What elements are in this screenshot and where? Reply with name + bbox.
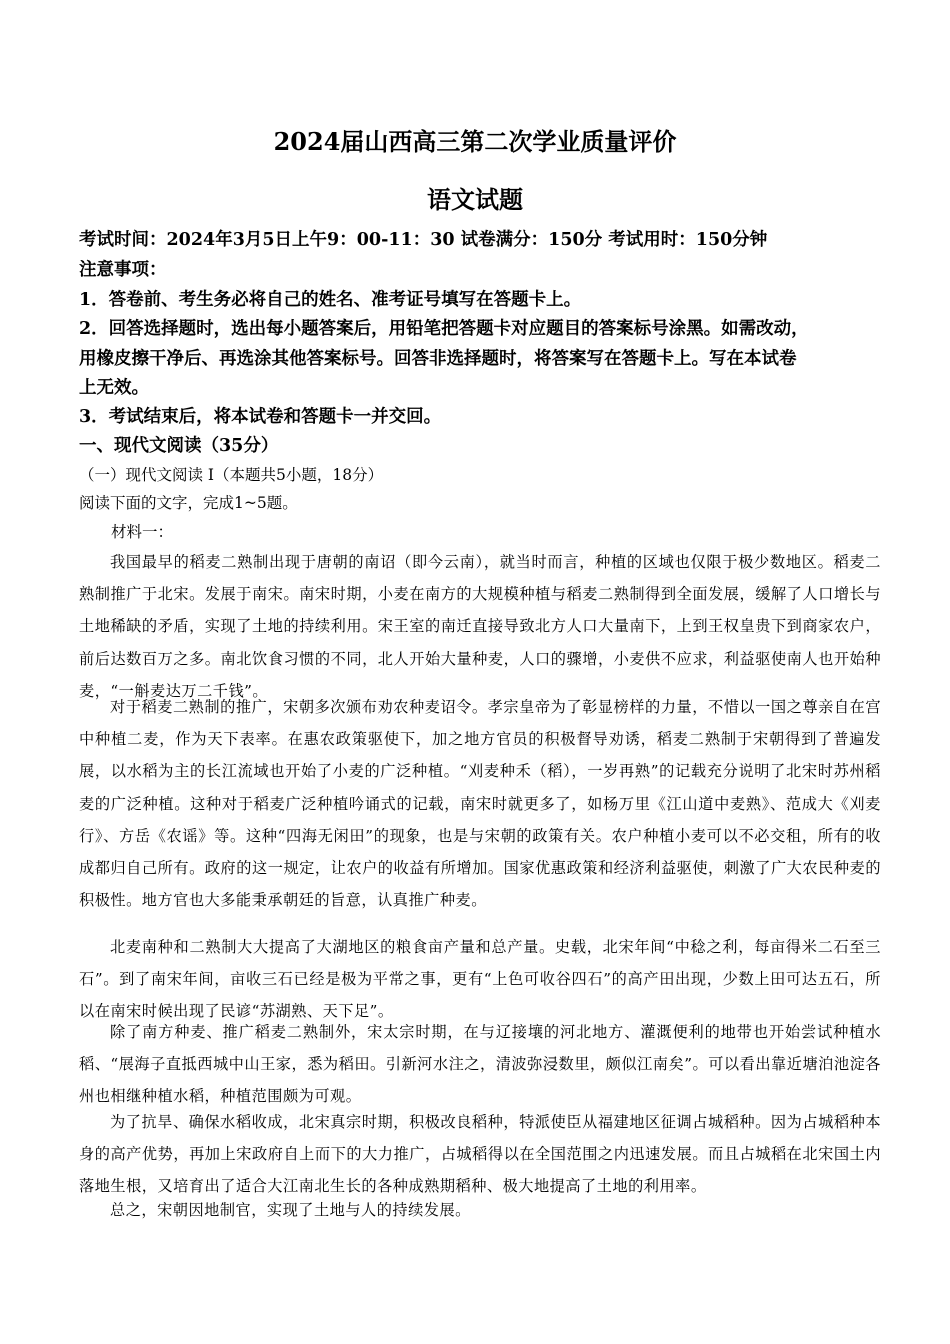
paragraph: 北麦南种和二熟制大大提高了大湖地区的粮食亩产量和总产量。史载，北宋年间“中稔之利，每亩得米二石至三石”。到了南宋年间，亩收三石已经是极为平常之事，更有“上色可收谷四石”的高产田出现，少数上田可达五石，所以在南宋时候出现了民谚“苏湖熟、天下足”。 <box>79 938 881 1021</box>
paragraph: 除了南方种麦、推广稻麦二熟制外，宋太宗时期，在与辽接壤的河北地方、灌溉便利的地带也开始尝试种植水稻、“展海子直抵西城中山王家，悉为稻田。引新河水注之，清波弥浸数里，颇似江南矣”。可以看出靠近塘泊池淀各州也相继种植水稻，种植范围颇为可观。 <box>79 1023 881 1106</box>
notice-heading: 注意事项： <box>79 260 167 280</box>
section-heading: 一、现代文阅读（35分） <box>79 436 279 456</box>
paragraph: 我国最早的稻麦二熟制出现于唐朝的南诏（即今云南），就当时而言，种植的区域也仅限于极少数地区。稻麦二熟制推广于北宋。发展于南宋。南宋时期，小麦在南方的大规模种植与稻麦二熟制得到全面发展，缓解了人口增长与土地稀缺的矛盾，实现了土地的持续利用。宋王室的南迁直接导致北方人口大量南下，上到王权皇贵下到商家农户，前后达数百万之多。南北饮食习惯的不同，北人开始大量种麦，人口的骤增，小麦供不应求，利益驱使南人也开始种麦，“一斛麦达万二千钱”。 <box>79 553 881 700</box>
notice-item: 1．答卷前、考生务必将自己的姓名、准考证号填写在答题卡上。 <box>79 290 582 310</box>
paragraph: 总之，宋朝因地制官，实现了土地与人的持续发展。 <box>110 1201 471 1219</box>
notice-item: 2．回答选择题时，选出每小题答案后，用铅笔把答题卡对应题目的答案标号涂黑。如需改动， <box>79 319 809 339</box>
exam-info: 考试时间：2024年3月5日上午9：00-11：30 试卷满分：150分 考试用时：150分钟 <box>79 230 768 250</box>
exam-title: 2024届山西高三第二次学业质量评价 <box>273 127 677 156</box>
subject-title: 语文试题 <box>427 185 523 214</box>
paragraph: 为了抗旱、确保水稻收成，北宋真宗时期，积极改良稻种，特派使臣从福建地区征调占城稻种。因为占城稻种本身的高产优势，再加上宋政府自上而下的大力推广，占城稻得以在全国范围之内迅速发展。而且占城稻在北宋国土内落地生根，又培育出了适合大江南北生长的各种成熟期稻种、极大地提高了土地的利用率。 <box>79 1113 881 1196</box>
notice-item: 用橡皮擦干净后、再选涂其他答案标号。回答非选择题时，将答案写在答题卡上。写在本试卷 <box>79 349 797 369</box>
material-label: 材料一： <box>111 523 174 541</box>
reading-instruction: 阅读下面的文字，完成1~5题。 <box>79 494 298 512</box>
subsection-heading: （一）现代文阅读 I（本题共5小题，18分） <box>79 466 384 484</box>
paragraph: 对于稻麦二熟制的推广，宋朝多次颁布劝农种麦诏令。孝宗皇帝为了彰显榜样的力量，不惜以一国之尊亲自在宫中种植二麦，作为天下表率。在惠农政策驱使下，加之地方官员的积极督导劝诱，稻麦二熟制于宋朝得到了普遍发展，以水稻为主的长江流域也开始了小麦的广泛种植。“刈麦种禾（稻），一岁再熟”的记载充分说明了北宋时苏州稻麦的广泛种植。这种对于稻麦广泛种植吟诵式的记载，南宋时就更多了，如杨万里《江山道中麦熟》、范成大《刈麦行》、方岳《农谣》等。这种“四海无闲田”的现象，也是与宋朝的政策有关。农户种植小麦可以不必交租，所有的收成都归自己所有。政府的这一规定，让农户的收益有所增加。国家优惠政策和经济利益驱使，刺激了广大农民种麦的积极性。地方官也大多能秉承朝廷的旨意，认真推广种麦。 <box>79 698 881 910</box>
notice-item: 3．考试结束后，将本试卷和答题卡一并交回。 <box>79 407 442 427</box>
notice-item: 上无效。 <box>79 378 149 398</box>
